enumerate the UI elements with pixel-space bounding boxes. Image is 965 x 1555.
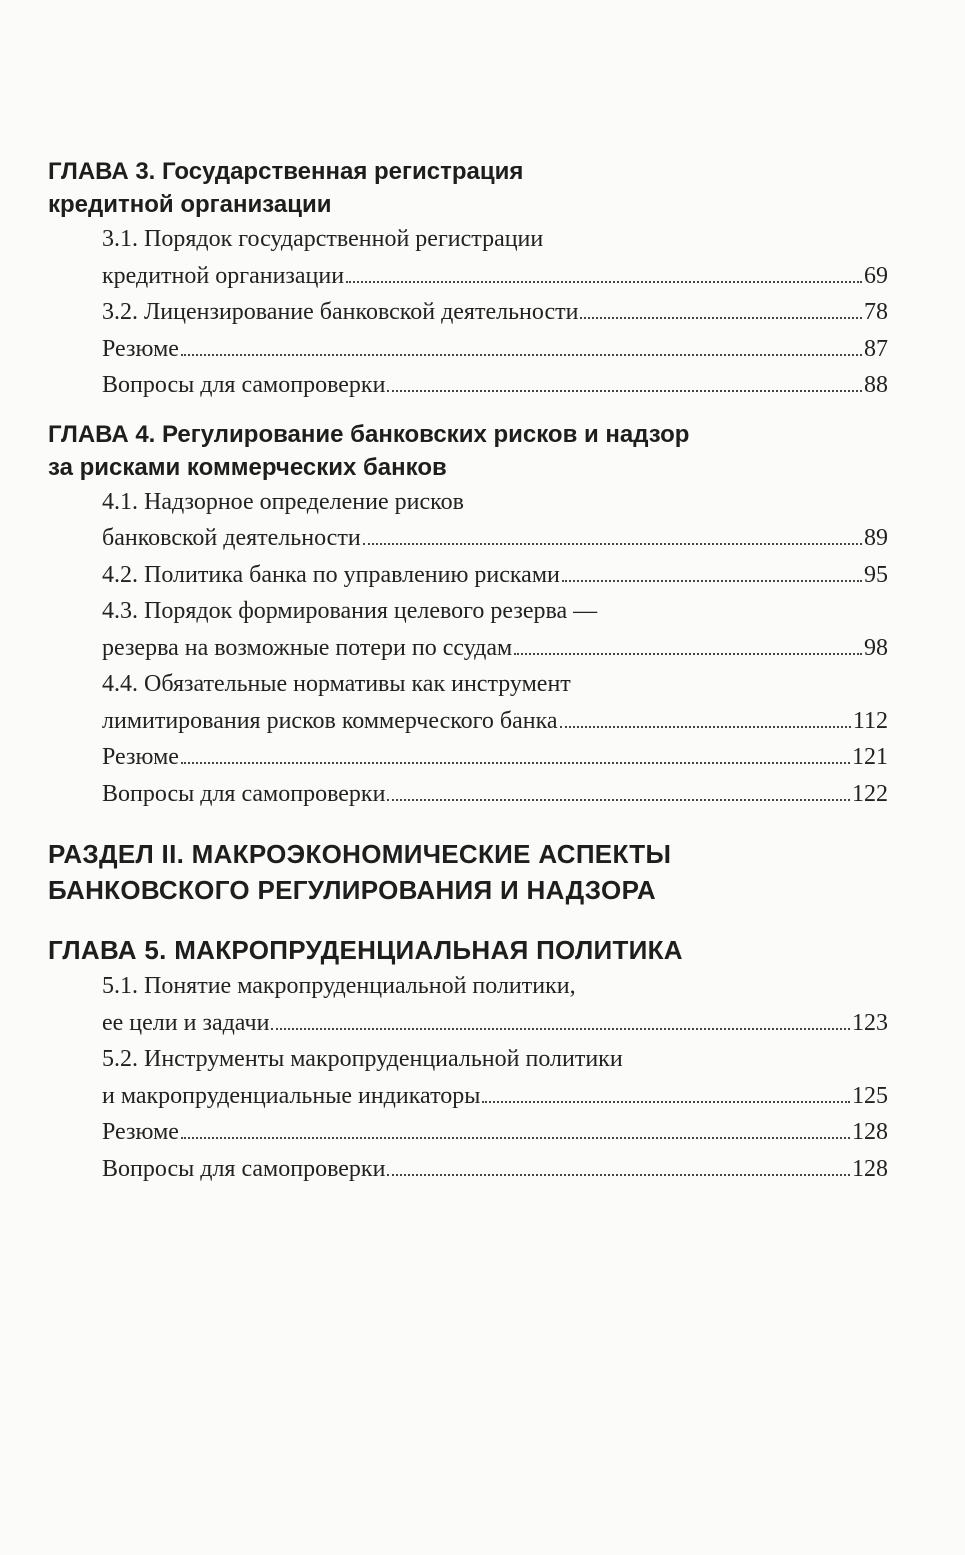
- dot-leader: [514, 653, 862, 655]
- toc-entry-questions: [102, 1151, 888, 1188]
- toc-entry-5-2: [102, 1041, 888, 1114]
- entry-text: 3.2. Лицензирование банковской деятельности: [102, 299, 579, 325]
- dot-leader: [363, 543, 862, 545]
- page-number: 87: [864, 335, 888, 362]
- dot-leader: [580, 317, 862, 319]
- part-title-line: БАНКОВСКОГО РЕГУЛИРОВАНИЯ И НАДЗОРА: [48, 875, 657, 905]
- dot-leader: [271, 1028, 850, 1030]
- dot-leader: [387, 1174, 850, 1176]
- entry-text: резерва на возможные потери по ссудам: [102, 634, 513, 661]
- page-number: 69: [864, 262, 888, 289]
- part-2-title: [48, 836, 888, 908]
- page-number: 123: [852, 1009, 888, 1036]
- dot-leader: [482, 1101, 850, 1103]
- chapter-title-line: кредитной организации: [48, 191, 332, 218]
- chapter-title-line: ГЛАВА 5. МАКРОПРУДЕНЦИАЛЬНАЯ ПОЛИТИКА: [48, 935, 683, 965]
- page-number: 128: [852, 1155, 888, 1182]
- page-number: 89: [864, 525, 888, 551]
- dot-leader: [181, 762, 850, 764]
- chapter-title-line: ГЛАВА 3. Государственная регистрация: [48, 158, 524, 185]
- toc-entry-resume: [102, 1114, 888, 1151]
- entry-text: Резюме: [102, 1119, 179, 1145]
- entry-text: 5.1. Понятие макропруденциальной политики,: [102, 973, 576, 999]
- entry-text: 4.2. Политика банка по управлению рисками: [102, 561, 560, 588]
- entry-text: 4.1. Надзорное определение рисков: [102, 488, 464, 515]
- entry-text: 4.3. Порядок формирования целевого резерва —: [102, 598, 598, 624]
- table-of-contents: [48, 155, 888, 1187]
- entry-text: и макропруденциальные индикаторы: [102, 1082, 481, 1109]
- dot-leader: [181, 1137, 850, 1139]
- toc-entry-resume: [102, 739, 888, 776]
- toc-entry-3-2: [102, 294, 888, 331]
- toc-entry-questions: [102, 776, 888, 813]
- dot-leader: [387, 390, 862, 392]
- page-number: 112: [852, 707, 888, 734]
- toc-entry-4-4: [102, 666, 888, 739]
- entry-text: Вопросы для самопроверки: [102, 372, 386, 398]
- toc-entry-questions: [102, 367, 888, 404]
- part-title-line: РАЗДЕЛ II. МАКРОЭКОНОМИЧЕСКИЕ АСПЕКТЫ: [48, 839, 672, 869]
- page-number: 122: [852, 780, 888, 807]
- toc-entry-5-1: [102, 968, 888, 1041]
- entry-text: 4.4. Обязательные нормативы как инструмент: [102, 671, 571, 697]
- entry-text: Вопросы для самопроверки: [102, 1155, 386, 1182]
- dot-leader: [181, 354, 862, 356]
- dot-leader: [346, 281, 862, 283]
- dot-leader: [387, 799, 850, 801]
- entry-text: кредитной организации: [102, 262, 345, 289]
- chapter-4-title: [48, 418, 888, 484]
- entry-text: Резюме: [102, 744, 179, 770]
- chapter-title-line: ГЛАВА 4. Регулирование банковских рисков и надзор: [48, 420, 690, 448]
- toc-entry-resume: [102, 331, 888, 368]
- entry-text: банковской деятельности: [102, 525, 361, 551]
- chapter-5-title: [48, 932, 888, 968]
- page-number: 98: [864, 634, 888, 661]
- toc-entry-3-1: [102, 221, 888, 294]
- entry-text: лимитирования рисков коммерческого банка: [102, 707, 558, 734]
- toc-entry-4-3: [102, 593, 888, 666]
- entry-text: ее цели и задачи: [102, 1009, 270, 1036]
- dot-leader: [562, 580, 862, 582]
- chapter-3-title: [48, 155, 888, 221]
- dot-leader: [560, 726, 851, 728]
- page-number: 95: [864, 561, 888, 588]
- entry-text: Резюме: [102, 335, 179, 362]
- toc-entry-4-1: [102, 484, 888, 557]
- entry-text: 3.1. Порядок государственной регистрации: [102, 226, 544, 252]
- page-number: 121: [852, 744, 888, 770]
- page-number: 78: [864, 299, 888, 325]
- page-number: 125: [852, 1082, 888, 1109]
- entry-text: Вопросы для самопроверки: [102, 780, 386, 807]
- page-number: 88: [864, 372, 888, 398]
- entry-text: 5.2. Инструменты макропруденциальной политики: [102, 1046, 623, 1072]
- toc-entry-4-2: [102, 557, 888, 594]
- chapter-title-line: за рисками коммерческих банков: [48, 453, 447, 481]
- page-number: 128: [852, 1119, 888, 1145]
